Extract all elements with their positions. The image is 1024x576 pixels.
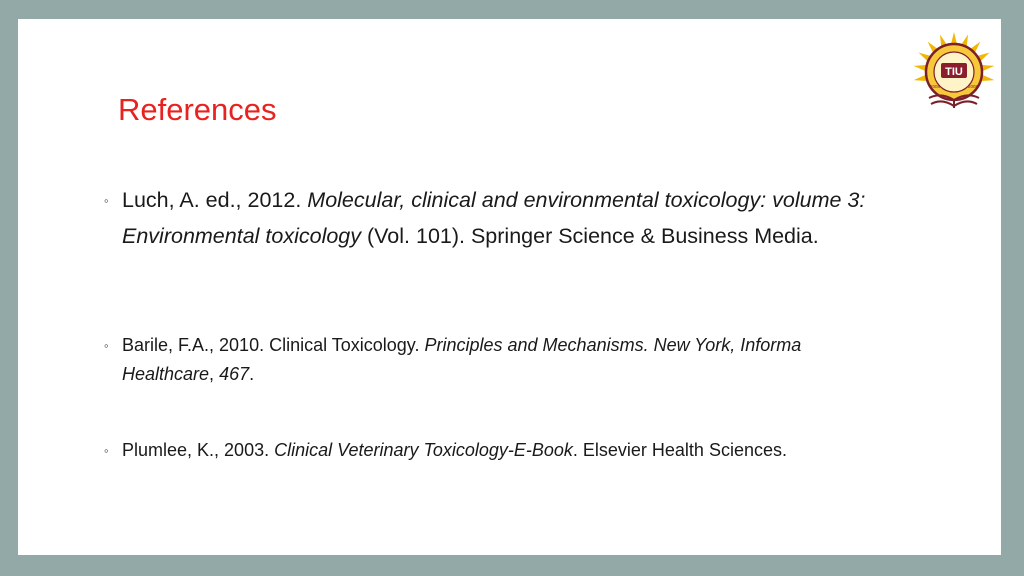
reference-separator: , <box>209 364 220 384</box>
reference-author: Plumlee, K., 2003. <box>122 440 275 460</box>
reference-text <box>122 436 942 465</box>
bullet-icon: ◦ <box>104 193 109 208</box>
reference-text <box>122 331 892 389</box>
reference-pages: 467 <box>219 364 250 384</box>
reference-text <box>122 182 912 254</box>
reference-author: Barile, F.A., 2010. Clinical Toxicology. <box>122 335 425 355</box>
reference-publisher: . Elsevier Health Sciences. <box>572 440 787 460</box>
reference-publisher: (Vol. 101). Springer Science & Business Media. <box>361 224 819 248</box>
bullet-icon: ◦ <box>104 443 109 458</box>
logo-initials: TIU <box>945 66 963 78</box>
reference-author: Luch, A. ed., 2012. <box>122 188 308 212</box>
reference-title: Principles and Mechanisms. New York, Informa Healthcare <box>122 335 802 384</box>
logo-year-right: 2008 <box>967 84 979 89</box>
logo-year-left: 2008 <box>929 84 941 89</box>
slide <box>18 19 1001 555</box>
bullet-icon: ◦ <box>104 338 109 353</box>
reference-title: Molecular, clinical and environmental toxicology: volume 3: Environmental toxicology <box>122 188 866 248</box>
slide-title: References <box>118 92 277 127</box>
university-logo <box>911 30 997 116</box>
reference-end: . <box>249 364 255 384</box>
reference-title: Clinical Veterinary Toxicology-E-Book <box>274 440 573 460</box>
